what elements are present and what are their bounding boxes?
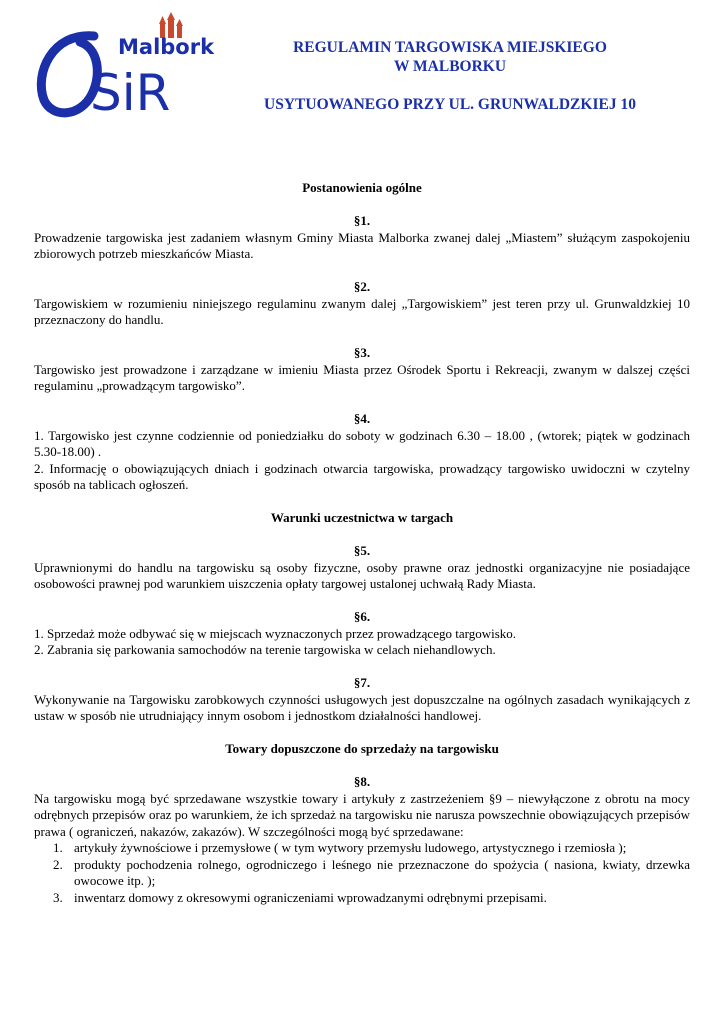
list-item: 2. produkty pochodzenia rolnego, ogrodniczego i leśnego nie przeznaczone do spożycia ( nasiona, kwiaty, drzewka owocowe itp. ); [66, 857, 690, 890]
section-heading-participation: Warunki uczestnictwa w targach [270, 510, 454, 525]
paragraph-number-5: §5. [353, 543, 371, 558]
paragraph-number-2: §2. [353, 279, 371, 294]
header-title-line2: W MALBORKU [393, 58, 507, 75]
osir-logo-graphic [32, 14, 215, 126]
paragraph-number-6: §6. [353, 609, 371, 624]
paragraph-number-8: §8. [353, 774, 371, 789]
header-title-line1: REGULAMIN TARGOWISKA MIEJSKIEGO [293, 39, 607, 56]
section-heading-goods: Towary dopuszczone do sprzedaży na targowisku [225, 741, 499, 756]
document-body [34, 180, 690, 906]
paragraph-text-6-2: 2. Zabrania się parkowania samochodów na terenie targowiska w celach niehandlowych. [34, 642, 496, 657]
paragraph-text-4-2: 2. Informację o obowiązujących dniach i godzinach otwarcia targowiska, prowadzący targowisko uwidoczni w czytelny sposób na tablicach ogłoszeń. [34, 460, 690, 492]
list-item: 3. inwentarz domowy z okresowymi ograniczeniami wprowadzanymi odrębnymi przepisami. [66, 890, 690, 907]
list-item: 1. artykuły żywnościowe i przemysłowe ( w tym wytwory przemysłu ludowego, artystycznego i rzemiosła ); [66, 840, 690, 857]
goods-list [34, 840, 690, 906]
paragraph-text-1: Prowadzenie targowiska jest zadaniem własnym Gminy Miasta Malborka zwanej dalej „Miastem” służącym zaspokojeniu zbiorowych potrzeb mieszkańców Miasta. [34, 229, 690, 261]
paragraph-number-4: §4. [353, 411, 371, 426]
paragraph-number-1: §1. [353, 213, 371, 228]
section-heading-general: Postanowienia ogólne [302, 180, 422, 195]
paragraph-text-7: Wykonywanie na Targowisku zarobkowych czynności usługowych jest dopuszczalne na ogólnych zasadach wynikających z ustaw w sposób nie utrudniający innym osobom i jednostkom działalności handlowej. [34, 691, 690, 723]
paragraph-number-3: §3. [353, 345, 371, 360]
paragraph-number-7: §7. [353, 675, 371, 690]
logo-sir-text: SiR [90, 64, 171, 122]
osir-logo [32, 14, 215, 126]
document-header [230, 38, 670, 114]
o-swoosh-shape [41, 36, 97, 113]
paragraph-text-8: Na targowisku mogą być sprzedawane wszystkie towary i artykuły z zastrzeżeniem §9 – niewyłączone z obrotu na mocy odrębnych przepisów oraz po warunkiem, że ich sprzedaż na targowisku nie narusza powszechnie obowiązujących przepisów prawa ( ograniczeń, nakazów, zakazów). W szczególności mogą być sprzedawane: [34, 790, 690, 839]
paragraph-text-5: Uprawnionymi do handlu na targowisku są osoby fizyczne, osoby prawne oraz jednostki organizacyjne nie posiadające osobowości prawnej pod warunkiem uiszczenia opłaty targowej ustalonej uchwałą Rady Miasta. [34, 559, 690, 591]
paragraph-text-6-1: 1. Sprzedaż może odbywać się w miejscach wyznaczonych przez prowadzącego targowisko. [34, 625, 517, 641]
paragraph-text-4-1: 1. Targowisko jest czynne codziennie od poniedziałku do soboty w godzinach 6.30 – 18.00 , (wtorek; piątek w godzinach 5.30-18.00) . [34, 427, 690, 459]
paragraph-text-2: Targowiskiem w rozumieniu niniejszego regulaminu zwanym dalej „Targowiskiem” jest teren przy ul. Grunwaldzkiej 10 przeznaczony do handlu. [34, 295, 690, 327]
header-title-line3: USYTUOWANEGO PRZY UL. GRUNWALDZKIEJ 10 [264, 96, 636, 113]
logo-city-text: Malbork [118, 35, 215, 59]
paragraph-text-3: Targowisko jest prowadzone i zarządzane w imieniu Miasta przez Ośrodek Sportu i Rekreacji, zwanym w dalszej części regulaminu „prowadzącym targowisko”. [34, 361, 690, 393]
